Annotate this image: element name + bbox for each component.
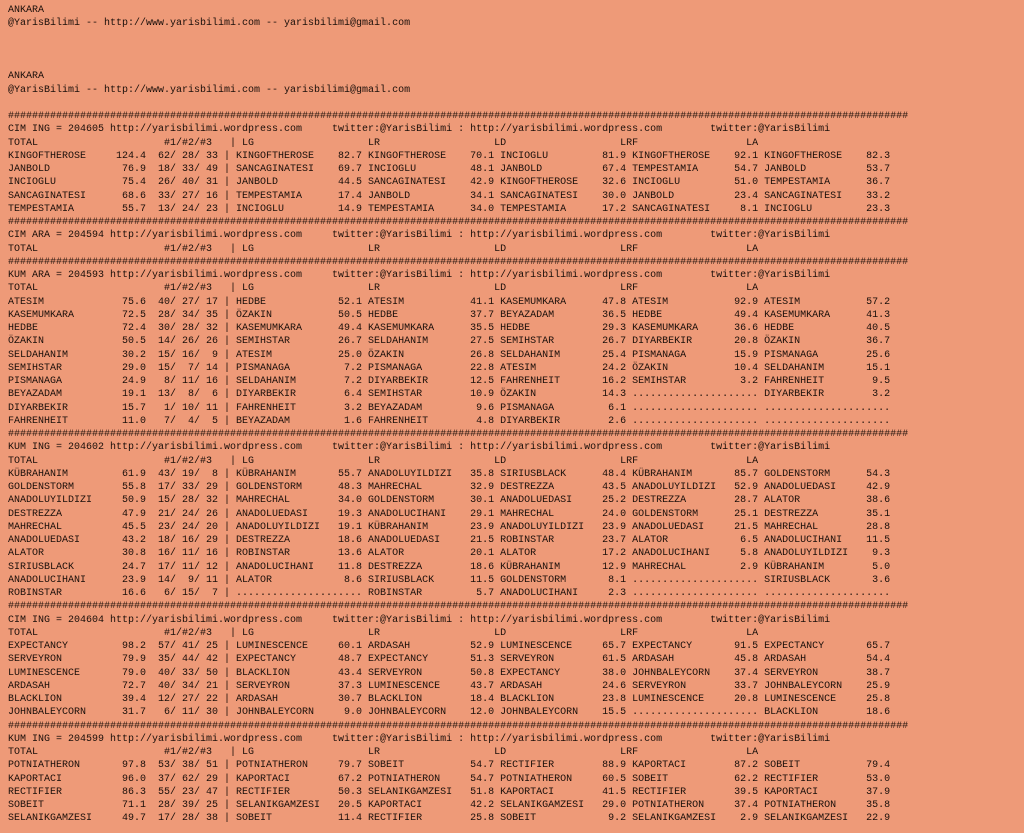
horse-row: DIYARBEKIR 15.7 1/ 10/ 11 | FAHRENHEIT 3.2 BEYAZADAM 9.6 PISMANAGA 6.1 ..................... ..................... bbox=[8, 402, 891, 414]
race-header-line: KUM ING = 204602 http://yarisbilimi.wordpress.com twitter:@YarisBilimi : http://yarisbilimi.wordpress.com twitter:@YarisBilimi bbox=[8, 442, 831, 454]
horse-row: ÖZAKIN 50.5 14/ 26/ 26 | SEMIHSTAR 26.7 SELDAHANIM 27.5 SEMIHSTAR 26.7 DIYARBEKIR 20.8 ÖZAKIN 36.7 bbox=[8, 336, 891, 348]
horse-row: RECTIFIER 86.3 55/ 23/ 47 | RECTIFIER 50.3 SELANIKGAMZESI 51.8 KAPORTACI 41.5 RECTIFIER 39.5 KAPORTACI 37.9 bbox=[8, 786, 891, 798]
horse-row: KINGOFTHEROSE 124.4 62/ 28/ 33 | KINGOFTHEROSE 82.7 KINGOFTHEROSE 70.1 INCIOGLU 81.9 KINGOFTHEROSE 92.1 KINGOFTHEROSE 82.3 bbox=[8, 150, 891, 162]
horse-row: JANBOLD 76.9 18/ 33/ 49 | SANCAGINATESI 69.7 INCIOGLU 48.1 JANBOLD 67.4 TEMPESTAMIA 54.7 JANBOLD 53.7 bbox=[8, 164, 891, 175]
separator-line: ###################################################################################################################################################### bbox=[8, 111, 909, 122]
blank-line bbox=[8, 31, 1024, 44]
horse-row: KÜBRAHANIM 61.9 43/ 19/ 8 | KÜBRAHANIM 55.7 ANADOLUYILDIZI 35.8 SIRIUSBLACK 48.4 KÜBRAHANIM 85.7 GOLDENSTORM 54.3 bbox=[8, 468, 891, 480]
column-header-line: TOTAL #1/#2/#3 | LG LR LD LRF LA bbox=[8, 747, 759, 758]
horse-row: MAHRECHAL 45.5 23/ 24/ 20 | ANADOLUYILDIZI 19.1 KÜBRAHANIM 23.9 ANADOLUYILDIZI 23.9 ANADOLUEDASI 21.5 MAHRECHAL 28.8 bbox=[8, 521, 891, 533]
city-title: ANKARA bbox=[8, 5, 45, 16]
horse-row: SANCAGINATESI 68.6 33/ 27/ 16 | TEMPESTAMIA 17.4 JANBOLD 34.1 SANCAGINATESI 30.0 JANBOLD 23.4 SANCAGINATESI 33.2 bbox=[8, 190, 891, 202]
horse-row: HEDBE 72.4 30/ 28/ 32 | KASEMUMKARA 49.4 KASEMUMKARA 35.5 HEDBE 29.3 KASEMUMKARA 36.6 HEDBE 40.5 bbox=[8, 323, 891, 334]
race-header-line: KUM ARA = 204593 http://yarisbilimi.wordpress.com twitter:@YarisBilimi : http://yarisbilimi.wordpress.com twitter:@YarisBilimi bbox=[8, 270, 831, 281]
race-header-line: CIM ING = 204605 http://yarisbilimi.wordpress.com twitter:@YarisBilimi : http://yarisbilimi.wordpress.com twitter:@YarisBilimi bbox=[8, 124, 831, 136]
horse-row: FAHRENHEIT 11.0 7/ 4/ 5 | BEYAZADAM 1.6 FAHRENHEIT 4.8 DIYARBEKIR 2.6 ..................... ..................... bbox=[8, 415, 891, 427]
column-header-line: TOTAL #1/#2/#3 | LG LR LD LRF LA bbox=[8, 627, 759, 639]
contact-line: @YarisBilimi -- http://www.yarisbilimi.com -- yarisbilimi@gmail.com bbox=[8, 18, 411, 30]
horse-row: SIRIUSBLACK 24.7 17/ 11/ 12 | ANADOLUCIHANI 11.8 DESTREZZA 18.6 KÜBRAHANIM 12.9 MAHRECHAL 2.9 KÜBRAHANIM 5.0 bbox=[8, 561, 891, 573]
horse-row: JOHNBALEYCORN 31.7 6/ 11/ 30 | JOHNBALEYCORN 9.0 JOHNBALEYCORN 12.0 JOHNBALEYCORN 15.5 ..................... BLACKLION 18.6 bbox=[8, 707, 891, 719]
horse-row: KAPORTACI 96.0 37/ 62/ 29 | KAPORTACI 67.2 POTNIATHERON 54.7 POTNIATHERON 60.5 SOBEIT 62.2 RECTIFIER 53.0 bbox=[8, 773, 891, 785]
horse-row: ROBINSTAR 16.6 6/ 15/ 7 | ..................... ROBINSTAR 5.7 ANADOLUCIHANI 2.3 ..................... ..................... bbox=[8, 588, 891, 599]
horse-row: LUMINESCENCE 79.0 40/ 33/ 50 | BLACKLION 43.4 SERVEYRON 50.8 EXPECTANCY 38.0 JOHNBALEYCORN 37.4 SERVEYRON 38.7 bbox=[8, 667, 891, 679]
horse-row: ANADOLUCIHANI 23.9 14/ 9/ 11 | ALATOR 8.6 SIRIUSBLACK 11.5 GOLDENSTORM 8.1 ..................... SIRIUSBLACK 3.6 bbox=[8, 574, 891, 586]
column-header-line: TOTAL #1/#2/#3 | LG LR LD LRF LA bbox=[8, 243, 759, 255]
race-header-line: CIM ARA = 204594 http://yarisbilimi.wordpress.com twitter:@YarisBilimi : http://yarisbilimi.wordpress.com twitter:@YarisBilimi bbox=[8, 230, 831, 242]
horse-row: POTNIATHERON 97.8 53/ 38/ 51 | POTNIATHERON 79.7 SOBEIT 54.7 RECTIFIER 88.9 KAPORTACI 87.2 SOBEIT 79.4 bbox=[8, 760, 891, 772]
horse-row: ANADOLUEDASI 43.2 18/ 16/ 29 | DESTREZZA 18.6 ANADOLUEDASI 21.5 ROBINSTAR 23.7 ALATOR 6.5 ANADOLUCIHANI 11.5 bbox=[8, 535, 891, 546]
blank-line bbox=[8, 97, 1024, 110]
horse-row: BEYAZADAM 19.1 13/ 8/ 6 | DIYARBEKIR 6.4 SEMIHSTAR 10.9 ÖZAKIN 14.3 ..................... DIYARBEKIR 3.2 bbox=[8, 389, 891, 401]
separator-line: ###################################################################################################################################################### bbox=[8, 217, 909, 228]
city-title: ANKARA bbox=[8, 71, 45, 83]
horse-row: KASEMUMKARA 72.5 28/ 34/ 35 | ÖZAKIN 50.5 HEDBE 37.7 BEYAZADAM 36.5 HEDBE 49.4 KASEMUMKARA 41.3 bbox=[8, 309, 891, 321]
column-header-line: TOTAL #1/#2/#3 | LG LR LD LRF LA bbox=[8, 283, 759, 295]
horse-row: SELANIKGAMZESI 49.7 17/ 28/ 38 | SOBEIT 11.4 RECTIFIER 25.8 SOBEIT 9.2 SELANIKGAMZESI 2.9 SELANIKGAMZESI 22.9 bbox=[8, 813, 891, 825]
column-header-line: TOTAL #1/#2/#3 | LG LR LD LRF LA bbox=[8, 455, 759, 467]
horse-row: ATESIM 75.6 40/ 27/ 17 | HEDBE 52.1 ATESIM 41.1 KASEMUMKARA 47.8 ATESIM 92.9 ATESIM 57.2 bbox=[8, 296, 891, 308]
horse-row: SERVEYRON 79.9 35/ 44/ 42 | EXPECTANCY 48.7 EXPECTANCY 51.3 SERVEYRON 61.5 ARDASAH 45.8 ARDASAH 54.4 bbox=[8, 654, 891, 666]
horse-row: SOBEIT 71.1 28/ 39/ 25 | SELANIKGAMZESI 20.5 KAPORTACI 42.2 SELANIKGAMZESI 29.0 POTNIATHERON 37.4 POTNIATHERON 35.8 bbox=[8, 800, 891, 811]
horse-row: SEMIHSTAR 29.0 15/ 7/ 14 | PISMANAGA 7.2 PISMANAGA 22.8 ATESIM 24.2 ÖZAKIN 10.4 SELDAHANIM 15.1 bbox=[8, 362, 891, 374]
blank-line bbox=[8, 57, 1024, 70]
horse-row: PISMANAGA 24.9 8/ 11/ 16 | SELDAHANIM 7.2 DIYARBEKIR 12.5 FAHRENHEIT 16.2 SEMIHSTAR 3.2 FAHRENHEIT 9.5 bbox=[8, 376, 891, 387]
horse-row: TEMPESTAMIA 55.7 13/ 24/ 23 | INCIOGLU 14.9 TEMPESTAMIA 34.0 TEMPESTAMIA 17.2 SANCAGINATESI 8.1 INCIOGLU 23.3 bbox=[8, 203, 891, 215]
contact-line: @YarisBilimi -- http://www.yarisbilimi.com -- yarisbilimi@gmail.com bbox=[8, 84, 411, 96]
horse-row: ANADOLUYILDIZI 50.9 15/ 28/ 32 | MAHRECHAL 34.0 GOLDENSTORM 30.1 ANADOLUEDASI 25.2 DESTREZZA 28.7 ALATOR 38.6 bbox=[8, 495, 891, 507]
column-header-line: TOTAL #1/#2/#3 | LG LR LD LRF LA bbox=[8, 137, 759, 149]
horse-row: ALATOR 30.8 16/ 11/ 16 | ROBINSTAR 13.6 ALATOR 20.1 ALATOR 17.2 ANADOLUCIHANI 5.8 ANADOLUYILDIZI 9.3 bbox=[8, 548, 891, 560]
race-header-line: CIM ING = 204604 http://yarisbilimi.wordpress.com twitter:@YarisBilimi : http://yarisbilimi.wordpress.com twitter:@YarisBilimi bbox=[8, 614, 831, 626]
race-header-line: KUM ING = 204599 http://yarisbilimi.wordpress.com twitter:@YarisBilimi : http://yarisbilimi.wordpress.com twitter:@YarisBilimi bbox=[8, 733, 831, 745]
separator-line: ###################################################################################################################################################### bbox=[8, 601, 909, 613]
separator-line: ###################################################################################################################################################### bbox=[8, 429, 909, 440]
horse-row: GOLDENSTORM 55.8 17/ 33/ 29 | GOLDENSTORM 48.3 MAHRECHAL 32.9 DESTREZZA 43.5 ANADOLUYILDIZI 52.9 ANADOLUEDASI 42.9 bbox=[8, 482, 891, 493]
separator-line: ###################################################################################################################################################### bbox=[8, 256, 909, 268]
blank-line bbox=[8, 44, 1024, 57]
horse-row: SELDAHANIM 30.2 15/ 16/ 9 | ATESIM 25.0 ÖZAKIN 26.8 SELDAHANIM 25.4 PISMANAGA 15.9 PISMANAGA 25.6 bbox=[8, 349, 891, 361]
horse-row: EXPECTANCY 98.2 57/ 41/ 25 | LUMINESCENCE 60.1 ARDASAH 52.9 LUMINESCENCE 65.7 EXPECTANCY 91.5 EXPECTANCY 65.7 bbox=[8, 641, 891, 652]
separator-line: ###################################################################################################################################################### bbox=[8, 720, 909, 732]
horse-row: DESTREZZA 47.9 21/ 24/ 26 | ANADOLUEDASI 19.3 ANADOLUCIHANI 29.1 MAHRECHAL 24.0 GOLDENSTORM 25.1 DESTREZZA 35.1 bbox=[8, 508, 891, 520]
horse-row: ARDASAH 72.7 40/ 34/ 21 | SERVEYRON 37.3 LUMINESCENCE 43.7 ARDASAH 24.6 SERVEYRON 33.7 JOHNBALEYCORN 25.9 bbox=[8, 680, 891, 692]
horse-row: INCIOGLU 75.4 26/ 40/ 31 | JANBOLD 44.5 SANCAGINATESI 42.9 KINGOFTHEROSE 32.6 INCIOGLU 51.0 TEMPESTAMIA 36.7 bbox=[8, 177, 891, 189]
horse-row: BLACKLION 39.4 12/ 27/ 22 | ARDASAH 30.7 BLACKLION 18.4 BLACKLION 23.8 LUMINESCENCE 20.8 LUMINESCENCE 25.8 bbox=[8, 694, 891, 705]
